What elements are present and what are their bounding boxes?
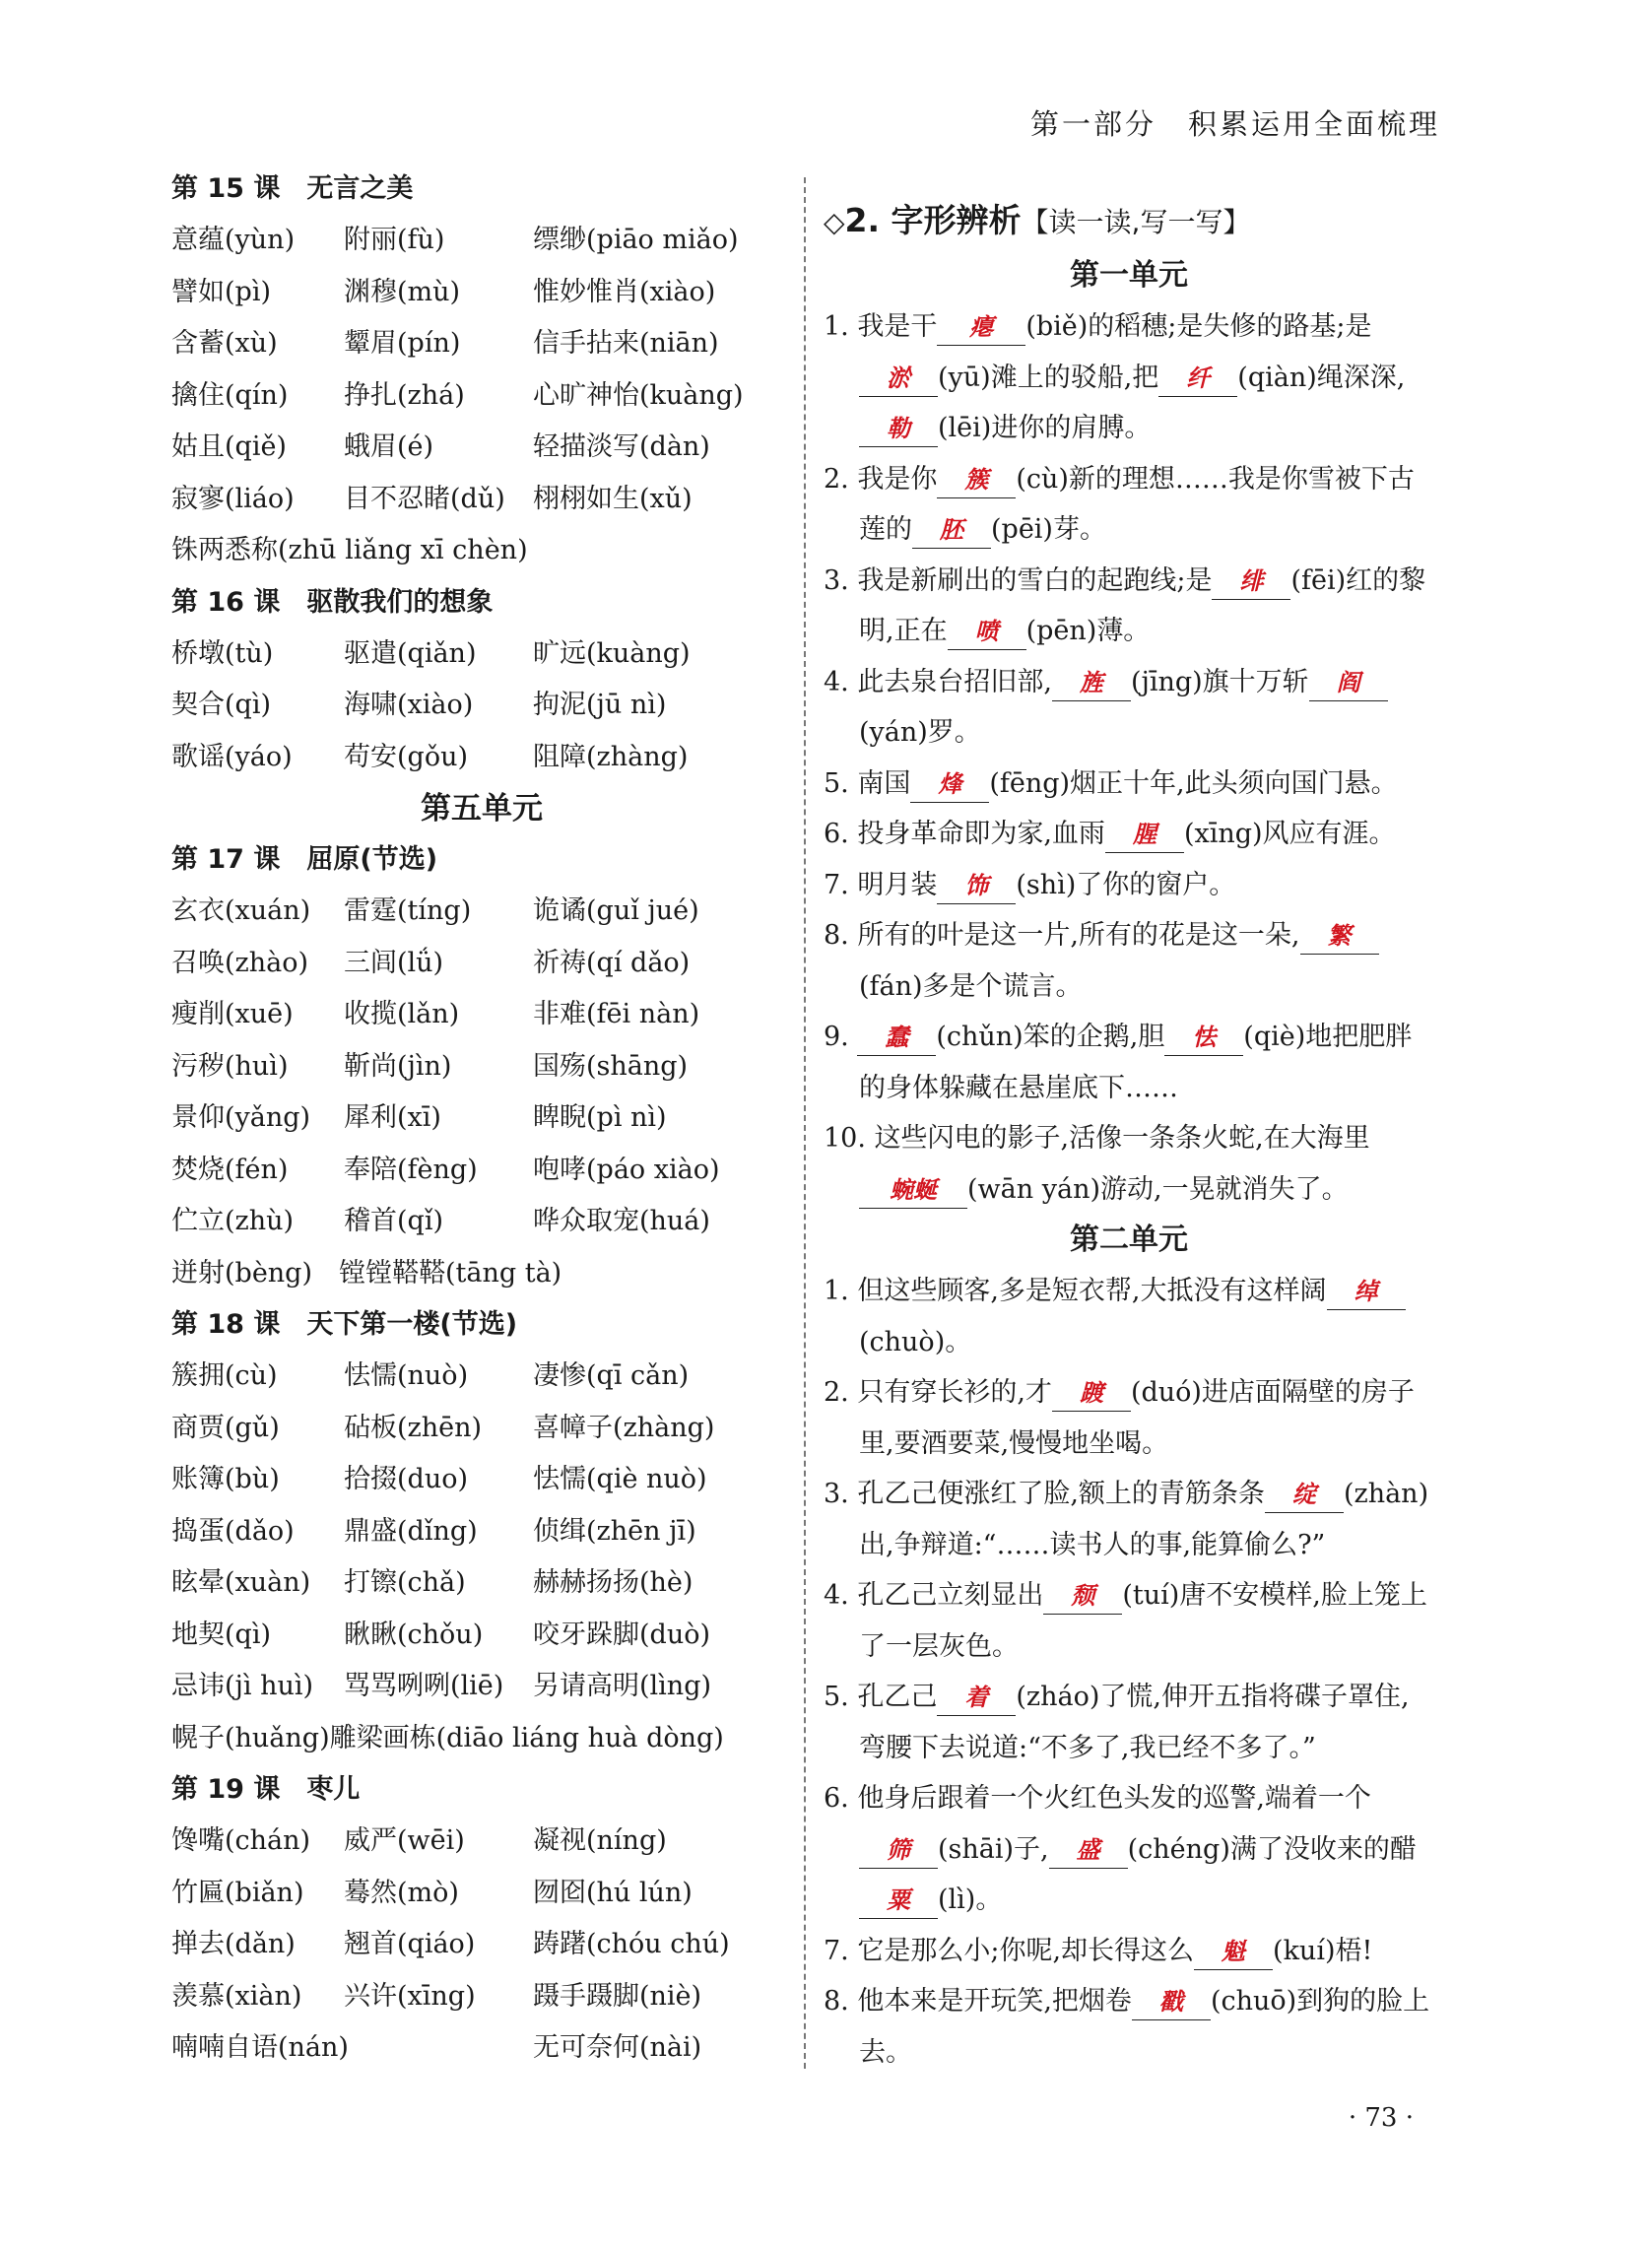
question-text: (jīng)旗十万斩	[1130, 666, 1309, 697]
answer-blank: 蠢	[857, 1020, 936, 1056]
vocab-item: 污秽(huì)	[171, 1050, 289, 1082]
answer-blank: 簇	[937, 462, 1016, 498]
vocab-item: 拾掇(duo)	[344, 1464, 468, 1494]
vocab-item: 拘泥(jū nì)	[533, 690, 667, 720]
vocab-item: 阻障(zhàng)	[533, 741, 689, 772]
vocab-row	[171, 1610, 792, 1662]
vocab-row	[171, 2022, 792, 2075]
question-text: (chéng)满了没收来的醋	[1127, 1833, 1417, 1865]
vocab-row	[171, 1557, 792, 1610]
vocab-item: 召唤(zhào)	[171, 947, 309, 978]
exercise-item	[824, 1367, 1434, 1469]
answer-blank: 绰	[1327, 1274, 1406, 1310]
answer-blank: 盛	[1049, 1832, 1128, 1869]
vocab-item: 哗众取宠(huá)	[533, 1206, 710, 1236]
question-text: (fán)多是个谎言。	[859, 970, 1083, 1002]
vocab-item: 含蓄(xù)	[171, 328, 278, 359]
question-text: (shāi)子,	[938, 1833, 1049, 1865]
vocab-item: 兴许(xīng)	[344, 1980, 476, 2012]
question-text: (cù)新的理想……我是你雪被下古莲的	[859, 463, 1415, 545]
vocab-item: 蛾眉(é)	[344, 431, 434, 462]
vocab-item: 靳尚(jìn)	[344, 1050, 452, 1082]
question-text: 9.	[824, 1022, 858, 1052]
exercise-item	[824, 759, 1434, 810]
question-text: (chǔn)笨的企鹅,胆	[936, 1022, 1165, 1052]
vocab-row	[171, 1351, 792, 1403]
question-text: 6. 他身后跟着一个火红色头发的巡警,端着一个	[824, 1783, 1371, 1814]
vocab-item: 怯懦(nuò)	[344, 1360, 469, 1391]
vocab-item: 寂寥(liáo)	[171, 483, 295, 514]
answer-blank: 绯	[1212, 563, 1290, 600]
vocab-item	[344, 2022, 533, 2075]
answer-blank: 怯	[1164, 1020, 1243, 1056]
question-text: 10. 这些闪电的影子,活像一条条火蛇,在大海里	[824, 1123, 1370, 1154]
question-text: 4. 此去泉台招旧部,	[824, 666, 1052, 697]
vocab-item: 伫立(zhù)	[171, 1206, 295, 1236]
vocab-item: 凄惨(qī cǎn)	[533, 1360, 690, 1391]
question-text: (lēi)进你的肩膊。	[938, 413, 1152, 443]
exercise-item	[824, 1672, 1434, 1773]
vocab-item: 犀利(xī)	[344, 1102, 441, 1133]
vocab-list	[171, 1816, 792, 2075]
vocab-row	[171, 680, 792, 732]
vocab-row	[171, 938, 792, 990]
vocab-item: 瘦削(xuē)	[171, 999, 294, 1029]
vocab-row	[171, 370, 792, 423]
vocab-item: 幌子(huǎng)雕梁画栋(diāo liáng huà dòng)	[171, 1722, 724, 1753]
vocab-item: 另请高明(lìng)	[533, 1671, 712, 1701]
vocab-item: 栩栩如生(xǔ)	[533, 483, 693, 514]
vocab-item: 缥缈(piāo miǎo)	[533, 225, 739, 255]
answer-blank: 戳	[1132, 1984, 1211, 2020]
vocab-item: 翘首(qiáo)	[344, 1929, 476, 1959]
vocab-item: 簇拥(cù)	[171, 1360, 278, 1391]
question-text: 8. 所有的叶是这一片,所有的花是这一朵,	[824, 920, 1300, 951]
vocab-item: 蓦然(mò)	[344, 1877, 459, 1908]
vocab-item: 铢两悉称(zhū liǎng xī chèn)	[171, 535, 528, 565]
answer-blank: 蜿蜒	[859, 1172, 967, 1209]
vocab-item: 驱遣(qiǎn)	[344, 637, 477, 669]
question-text: (xīng)风应有涯。	[1183, 819, 1396, 849]
exercise-item	[824, 809, 1434, 860]
answer-blank: 饰	[937, 868, 1016, 904]
question-text: 4. 孔乙己立刻显出	[824, 1580, 1044, 1611]
vocab-row	[171, 1919, 792, 1971]
unit-title: 第一单元	[1070, 258, 1188, 293]
question-text: 1. 我是干	[824, 311, 938, 342]
question-text: (shì)了你的窗户。	[1016, 869, 1236, 900]
exercise-item	[824, 860, 1434, 911]
question-text: (pēn)薄。	[1025, 616, 1151, 646]
question-text: 6. 投身革命即为家,血雨	[824, 819, 1105, 849]
right-column	[824, 195, 1434, 2078]
vocab-item: 稽首(qǐ)	[344, 1206, 443, 1236]
vocab-item: 雷霆(tíng)	[344, 895, 472, 926]
lesson-title: 第 19 课 枣儿	[171, 1774, 361, 1805]
exercise-item	[824, 1266, 1434, 1367]
vocab-item: 喜幛子(zhàng)	[533, 1412, 715, 1443]
vocab-item: 非难(fēi nàn)	[533, 999, 700, 1029]
vocab-row	[171, 318, 792, 370]
exercise-item	[824, 1926, 1434, 1977]
vocab-item: 桥墩(tù)	[171, 637, 274, 669]
vocab-row	[171, 525, 792, 577]
vocab-row	[171, 1248, 792, 1300]
vocab-item: 姑且(qiě)	[171, 431, 287, 462]
vocab-item: 颦眉(pín)	[344, 328, 461, 359]
question-text: (biě)的稻穗;是失修的路基;是	[1025, 311, 1372, 342]
vocab-item: 怯懦(qiè nuò)	[533, 1464, 707, 1494]
answer-blank: 阎	[1309, 665, 1388, 701]
vocab-row	[171, 1041, 792, 1093]
vocab-row	[171, 474, 792, 526]
vocab-item: 苟安(gǒu)	[344, 741, 468, 772]
vocab-row	[171, 1092, 792, 1145]
vocab-item: 祈祷(qí dǎo)	[533, 947, 691, 978]
answer-blank: 绽	[1265, 1477, 1344, 1513]
exercise-item	[824, 910, 1434, 1012]
vocab-item: 商贾(gǔ)	[171, 1412, 280, 1443]
vocab-item: 蹑手蹑脚(niè)	[533, 1980, 702, 2012]
vocab-item: 歌谣(yáo)	[171, 741, 293, 772]
running-header: 第一部分 积累运用全面梳理	[1029, 107, 1440, 141]
vocab-list	[171, 628, 792, 784]
vocab-item: 玄衣(xuán)	[171, 895, 311, 926]
exercise-item	[824, 657, 1434, 759]
answer-blank: 纤	[1158, 361, 1237, 397]
unit-title: 第五单元	[421, 791, 543, 826]
vocab-item: 迸射(bèng) 镗镗鞳鞳(tāng tà)	[171, 1257, 562, 1289]
question-text: (kuí)梧!	[1273, 1935, 1373, 1966]
answer-blank: 着	[937, 1680, 1016, 1716]
vocab-item: 焚烧(fén)	[171, 1154, 289, 1185]
vocab-item: 旷远(kuàng)	[533, 637, 691, 669]
section-subtitle: 【读一读,写一写】	[1021, 206, 1251, 238]
vocab-row	[171, 1145, 792, 1197]
question-text: (chuō)到狗的脸上去。	[859, 1986, 1430, 2068]
vocab-row	[171, 1661, 792, 1713]
question-text: 3. 我是新刷出的雪白的起跑线;是	[824, 564, 1213, 596]
vocab-item: 踌躇(chóu chú)	[533, 1929, 730, 1959]
answer-blank: 粟	[859, 1883, 938, 1919]
vocab-row	[171, 1196, 792, 1248]
vocab-item: 诡谲(guǐ jué)	[533, 895, 699, 926]
exercise-item	[824, 1469, 1434, 1570]
question-text: 3. 孔乙己便涨红了脸,额上的青筋条条	[824, 1479, 1265, 1509]
answer-blank: 踱	[1052, 1375, 1131, 1412]
exercise-item	[824, 1012, 1434, 1113]
question-text: (zhàn)出,争辩道:“……读书人的事,能算偷么?”	[859, 1479, 1429, 1560]
exercise-item	[824, 301, 1434, 454]
vocab-item: 馋嘴(chán)	[171, 1825, 311, 1856]
vocab-item: 眩晕(xuàn)	[171, 1567, 311, 1598]
question-text: 7. 它是那么小;你呢,却长得这么	[824, 1935, 1195, 1966]
exercise-item	[824, 556, 1434, 657]
question-text: (yū)滩上的驳船,把	[938, 362, 1159, 393]
vocab-item: 鼎盛(dǐng)	[344, 1515, 478, 1547]
vocab-item: 睥睨(pì nì)	[533, 1102, 667, 1133]
vocab-item: 凝视(níng)	[533, 1825, 667, 1856]
vocab-row	[171, 1868, 792, 1920]
vocab-row	[171, 1506, 792, 1558]
answer-blank: 烽	[910, 766, 989, 803]
vocab-row	[171, 1454, 792, 1506]
vocab-item: 擒住(qín)	[171, 379, 289, 411]
question-text: (fēi)红的黎明,正在	[859, 564, 1426, 646]
vocab-item: 渊穆(mù)	[344, 276, 461, 307]
vocab-row	[171, 1713, 792, 1765]
answer-blank: 淤	[859, 361, 938, 397]
vocab-row	[171, 422, 792, 474]
question-text: (tuí)唐不安模样,脸上笼上了一层灰色。	[859, 1580, 1427, 1662]
answer-blank: 勒	[859, 411, 938, 447]
vocab-item: 砧板(zhēn)	[344, 1412, 483, 1443]
question-text: (pēi)芽。	[991, 514, 1106, 545]
vocab-item: 赫赫扬扬(hè)	[533, 1567, 694, 1598]
vocab-item: 收揽(lǎn)	[344, 999, 460, 1029]
question-text: (duó)进店面隔壁的房子里,要酒要菜,慢慢地坐喝。	[859, 1377, 1415, 1459]
vocab-item: 海啸(xiào)	[344, 690, 474, 720]
exercise-item	[824, 454, 1434, 556]
exercise-item	[824, 1976, 1434, 2078]
answer-blank: 魁	[1194, 1934, 1273, 1970]
vocab-item: 打镲(chǎ)	[344, 1567, 466, 1598]
lesson-title: 第 17 课 屈原(节选)	[171, 844, 438, 875]
vocab-item: 譬如(pì)	[171, 276, 271, 307]
vocab-item: 瞅瞅(chǒu)	[344, 1619, 484, 1650]
vocab-item: 目不忍睹(dǔ)	[344, 483, 505, 514]
vocab-item: 无可奈何(nài)	[533, 2032, 702, 2063]
vocab-item: 侦缉(zhēn jī)	[533, 1515, 696, 1547]
vocab-item: 竹匾(biǎn)	[171, 1877, 304, 1908]
section-heading: 2. 字形辨析	[844, 201, 1022, 239]
question-text: 2. 只有穿长衫的,才	[824, 1377, 1052, 1408]
vocab-item: 捣蛋(dǎo)	[171, 1515, 295, 1547]
lesson-title: 第 16 课 驱散我们的想象	[171, 586, 494, 618]
question-text: (yán)罗。	[859, 717, 981, 748]
lesson-title: 第 15 课 无言之美	[171, 173, 414, 204]
exercise-item	[824, 1570, 1434, 1672]
vocab-item: 心旷神怡(kuàng)	[533, 379, 744, 411]
left-column	[171, 164, 792, 2075]
vocab-item: 挣扎(zhá)	[344, 379, 465, 411]
vocab-list	[171, 886, 792, 1248]
question-text: 7. 明月装	[824, 869, 938, 900]
vocab-item: 掸去(dǎn)	[171, 1929, 296, 1959]
vocab-row	[171, 989, 792, 1041]
answer-blank: 瘪	[937, 309, 1025, 346]
vocab-item: 囫囵(hú lún)	[533, 1877, 693, 1908]
vocab-item: 账簿(bù)	[171, 1464, 280, 1494]
question-text: 5. 孔乙己	[824, 1682, 938, 1712]
vocab-item: 威严(wēi)	[344, 1825, 465, 1856]
vocab-item: 喃喃自语(nán)	[171, 2032, 349, 2063]
exercise-item	[824, 1773, 1434, 1926]
lesson-title: 第 18 课 天下第一楼(节选)	[171, 1309, 518, 1340]
vocab-item: 奉陪(fèng)	[344, 1154, 478, 1185]
vocab-item: 忌讳(jì huì)	[171, 1671, 314, 1701]
question-text: 1. 但这些顾客,多是短衣帮,大抵没有这样阔	[824, 1276, 1327, 1306]
question-text: (zháo)了慌,伸开五指将碟子罩住,弯腰下去说道:“不多了,我已经不多了。”	[859, 1682, 1410, 1763]
vocab-row	[171, 886, 792, 938]
vocab-item: 骂骂咧咧(liē)	[344, 1671, 504, 1701]
vocab-item: 国殇(shāng)	[533, 1050, 689, 1082]
vocab-row	[171, 628, 792, 681]
question-text: (chuò)。	[859, 1326, 972, 1357]
section-title	[824, 191, 1434, 250]
vocab-item: 咆哮(páo xiào)	[533, 1154, 720, 1185]
answer-blank: 筛	[859, 1832, 938, 1869]
page-number: · 73 ·	[1348, 2103, 1414, 2133]
question-text: (wān yán)游动,一晃就消失了。	[967, 1173, 1349, 1205]
vocab-item: 意蕴(yùn)	[171, 225, 296, 255]
vocab-item: 契合(qì)	[171, 690, 271, 720]
vocab-row	[171, 1403, 792, 1455]
diamond-icon: ◇	[824, 206, 845, 238]
question-text: (qiàn)绳深深,	[1237, 362, 1406, 393]
vocab-list	[171, 215, 792, 525]
answer-blank: 腥	[1105, 817, 1184, 853]
vocab-item: 羡慕(xiàn)	[171, 1980, 302, 2012]
vocab-item: 咬牙跺脚(duò)	[533, 1619, 710, 1650]
question-text: 2. 我是你	[824, 463, 938, 495]
vocab-row	[171, 267, 792, 319]
vocab-item: 附丽(fù)	[344, 225, 445, 255]
vocab-row	[171, 1816, 792, 1868]
answer-blank: 喷	[948, 614, 1026, 650]
question-text: (lì)。	[938, 1884, 1003, 1915]
vocab-item: 惟妙惟肖(xiào)	[533, 276, 716, 307]
answer-blank: 旌	[1052, 665, 1131, 701]
question-text: (qiè)地把肥胖的身体躲藏在悬崖底下……	[859, 1022, 1413, 1103]
vocab-item: 轻描淡写(dàn)	[533, 431, 710, 462]
vocab-item: 信手拈来(niān)	[533, 328, 719, 359]
answer-blank: 颓	[1043, 1578, 1122, 1615]
vocab-row	[171, 215, 792, 267]
vocab-list	[171, 1351, 792, 1713]
vocab-item: 三闾(lǘ)	[344, 947, 444, 978]
question-text: (fēng)烟正十年,此头须向国门悬。	[989, 767, 1398, 799]
answer-blank: 繁	[1300, 918, 1379, 955]
unit-title: 第二单元	[1070, 1223, 1188, 1257]
vocab-item: 地契(qì)	[171, 1619, 271, 1650]
column-divider	[804, 177, 806, 2069]
vocab-row	[171, 732, 792, 784]
question-text: 5. 南国	[824, 767, 911, 799]
vocab-row	[171, 1971, 792, 2023]
answer-blank: 胚	[912, 512, 991, 549]
question-text: 8. 他本来是开玩笑,把烟卷	[824, 1986, 1132, 2017]
vocab-item: 景仰(yǎng)	[171, 1102, 311, 1133]
exercise-item	[824, 1113, 1434, 1215]
